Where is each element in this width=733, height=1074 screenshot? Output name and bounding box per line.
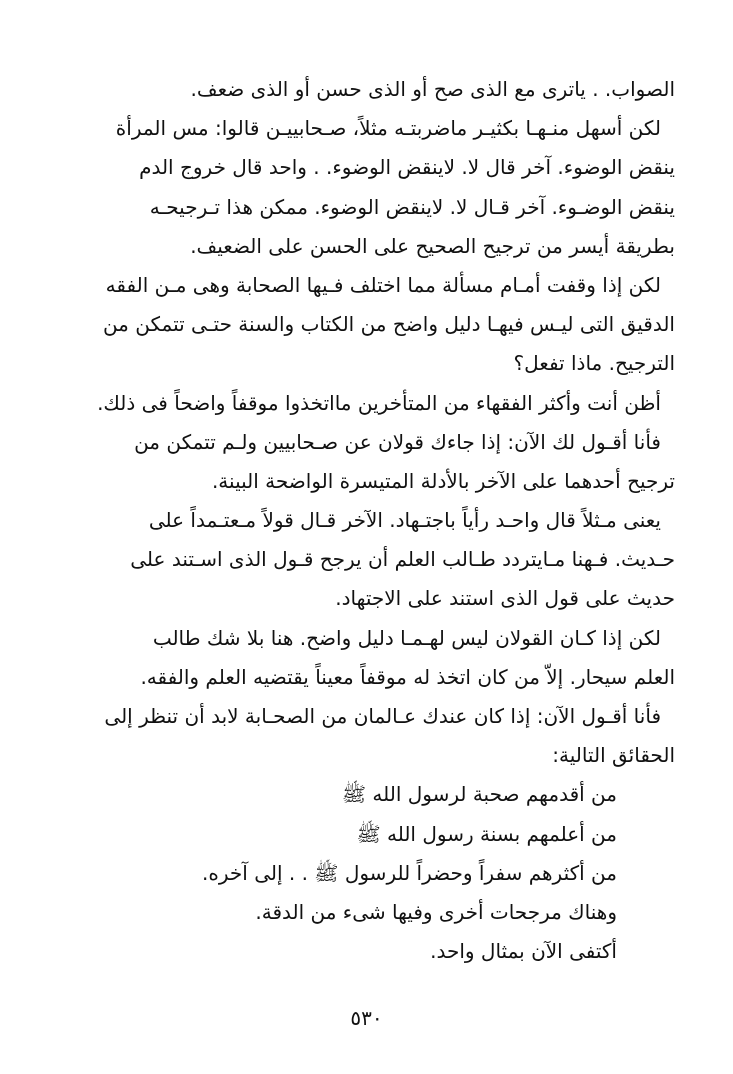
list-item: من أكثرهم سفراً وحضراً للرسول ﷺ . . إلى آخره. <box>202 860 617 885</box>
text-line: فأنا أقـول لك الآن: إذا جاءك قولان عن صـحابيين ولـم تتمكن من <box>134 429 661 454</box>
list-item: من أعلمهم بسنة رسول الله ﷺ <box>356 821 617 846</box>
text-line: لكن إذا كـان القولان ليس لهـمـا دليل واضح. هنا بلا شك طالب <box>152 625 661 650</box>
text-line: حديث على قول الذى استند على الاجتهاد. <box>335 586 675 611</box>
text-line: أظن أنت وأكثر الفقهاء من المتأخرين مااتخذوا موقفاً واضحاً فى ذلك. <box>97 390 661 415</box>
text-line: الترجيح. ماذا تفعل؟ <box>513 351 675 376</box>
text-line: بطريقة أيسر من ترجيح الصحيح على الحسن على الضعيف. <box>190 233 675 258</box>
body-text <box>60 70 675 971</box>
text-line: لكن إذا وقفت أمـام مسألة مما اختلف فـيها الصحابة وهى مـن الفقه <box>105 272 661 297</box>
page-number: ٥٣٠ <box>350 1006 383 1030</box>
text-line: فأنا أقـول الآن: إذا كان عندك عـالمان من الصحـابة لابد أن تنظر إلى <box>104 704 661 728</box>
text-line: ترجيح أحدهما على الآخر بالأدلة المتيسرة الواضحة البينة. <box>211 468 675 493</box>
list-item: من أقدمهم صحبة لرسول الله ﷺ <box>341 782 617 807</box>
list-item: وهناك مرجحات أخرى وفيها شىء من الدقة. <box>255 899 617 924</box>
text-line: العلم سيحار. إلاّ من كان اتخذ له موقفاً معيناً يقتضيه العلم والفقه. <box>140 664 675 689</box>
text-line: الصواب. . ياترى مع الذى صح أو الذى حسن أو الذى ضعف. <box>190 77 675 101</box>
text-line: حـديث. فـهنا مـايتردد طـالب العلم أن يرجح قـول الذى اسـتند على <box>130 547 675 572</box>
list-item: أكتفى الآن بمثال واحد. <box>430 939 617 964</box>
text-line: الحقائق التالية: <box>552 743 675 768</box>
text-line: لكن أسهل منـهـا بكثيـر ماضربتـه مثلاً، صـحابييـن قالوا: مس المرأة <box>115 116 661 141</box>
text-line: ينقض الوضوء. آخر قال لا. لاينقض الوضوء. . واحد قال خروج الدم <box>139 155 675 180</box>
text-line: يعنى مـثلاً قال واحـد رأياً باجتـهاد. الآخر قـال قولاً مـعتـمداً على <box>148 508 661 533</box>
text-line: الدقيق التى ليـس فيهـا دليل واضح من الكتاب والسنة حتـى تتمكن من <box>102 312 675 337</box>
text-line: ينقض الوضـوء. آخر قـال لا. لاينقض الوضوء. ممكن هذا تـرجيحـه <box>149 194 675 219</box>
